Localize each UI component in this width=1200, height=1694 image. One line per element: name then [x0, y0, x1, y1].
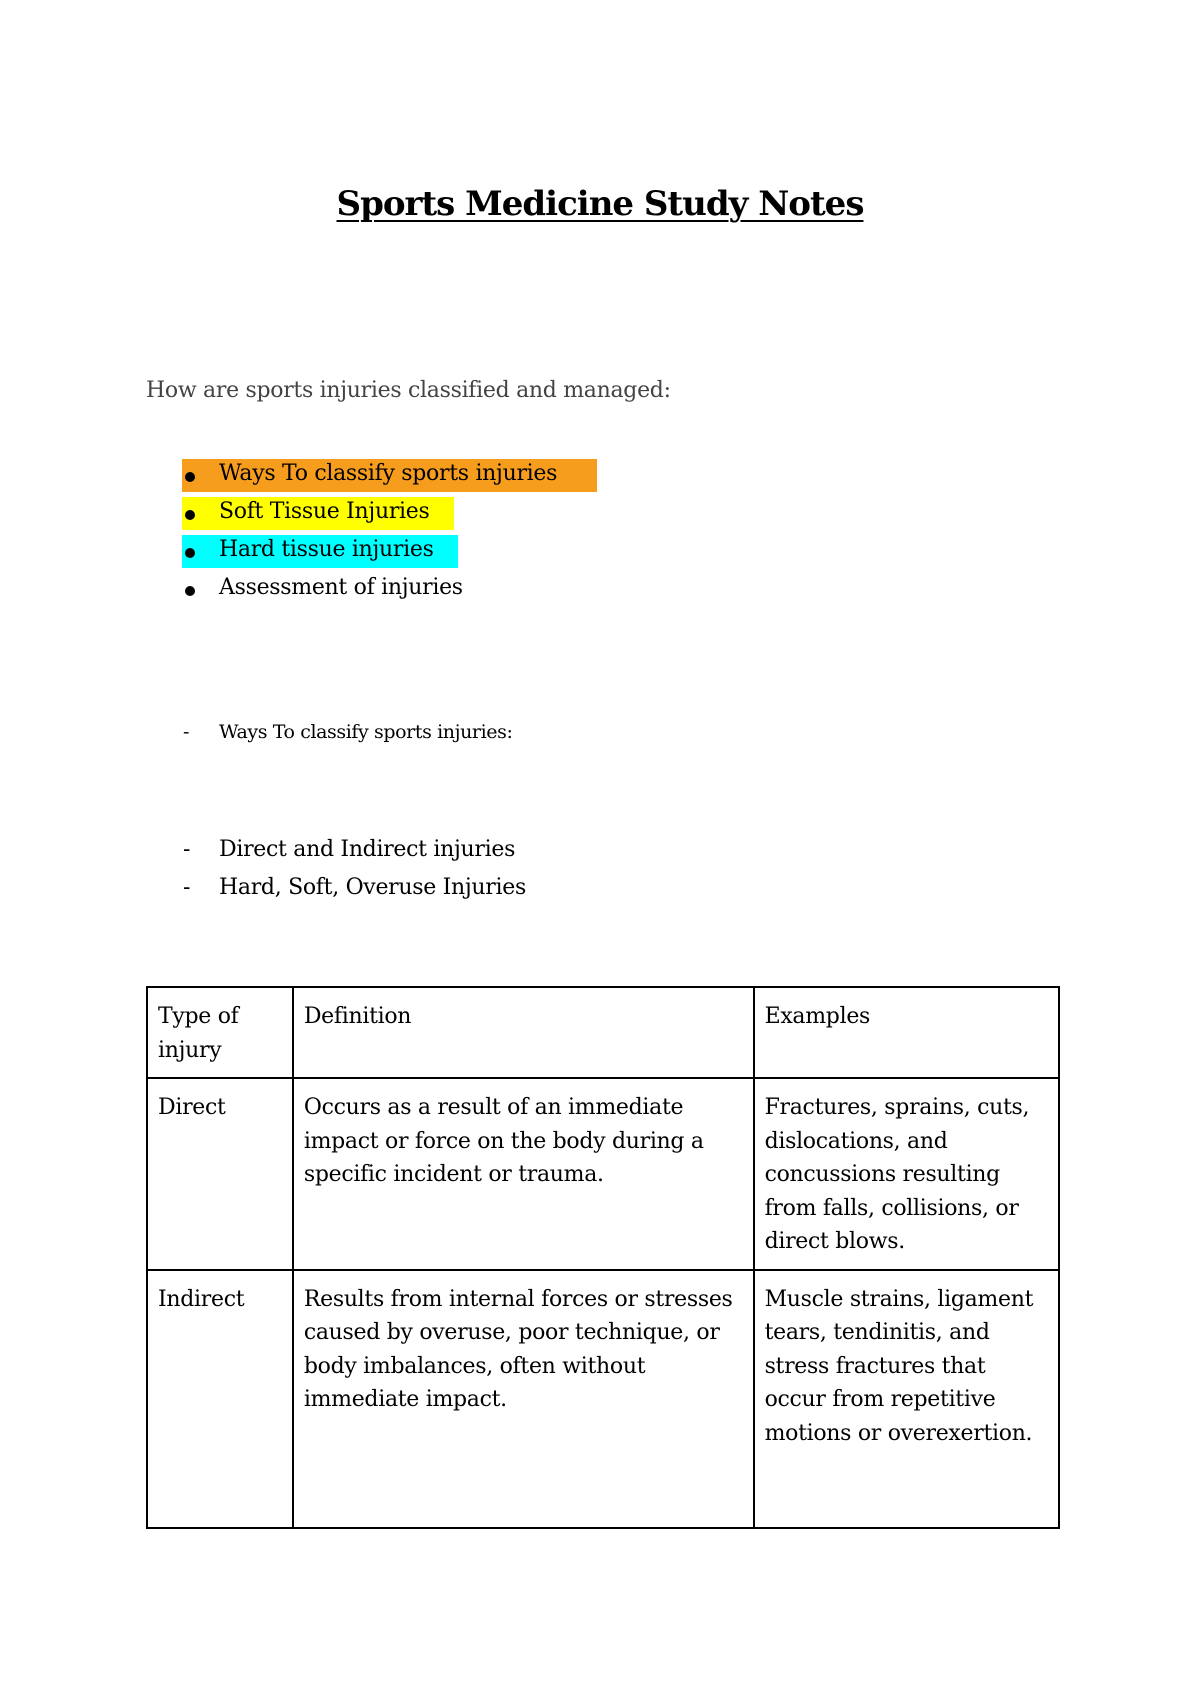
table-cell-definition: Occurs as a result of an immediate impact or force on the body during a specific incident or trauma.: [293, 1078, 754, 1270]
bullet-text: Hard tissue injuries: [219, 537, 434, 562]
intro-question: How are sports injuries classified and managed:: [146, 378, 671, 403]
table-cell-examples: Muscle strains, ligament tears, tendinitis, and stress fractures that occur from repetitive motions or overexertion.: [754, 1270, 1059, 1528]
table-row: [147, 1078, 1059, 1270]
table-cell-definition: Results from internal forces or stresses caused by overuse, poor technique, or body imbalances, often without immediate impact.: [293, 1270, 754, 1528]
bullet-dot-icon: [185, 510, 195, 520]
table-row: [147, 1270, 1059, 1528]
bullet-text: Assessment of injuries: [219, 575, 463, 600]
header-cell-type: Type of injury: [147, 987, 293, 1078]
table-cell-type: Direct: [147, 1078, 293, 1270]
dash-marker: -: [183, 721, 190, 743]
dash-marker: -: [183, 875, 191, 900]
dash-marker: -: [183, 837, 191, 862]
list-item-text: Direct and Indirect injuries: [219, 837, 516, 862]
header-cell-definition: Definition: [293, 987, 754, 1078]
subheading-text: Ways To classify sports injuries:: [219, 721, 513, 743]
header-cell-examples: Examples: [754, 987, 1059, 1078]
page-title: Sports Medicine Study Notes: [336, 184, 864, 224]
bullet-dot-icon: [185, 586, 195, 596]
bullet-dot-icon: [185, 472, 195, 482]
list-item-text: Hard, Soft, Overuse Injuries: [219, 875, 526, 900]
table-cell-type: Indirect: [147, 1270, 293, 1528]
bullet-text: Ways To classify sports injuries: [219, 461, 558, 486]
bullet-dot-icon: [185, 548, 195, 558]
table-cell-examples: Fractures, sprains, cuts, dislocations, and concussions resulting from falls, collisions, or direct blows.: [754, 1078, 1059, 1270]
bullet-text: Soft Tissue Injuries: [219, 499, 430, 524]
table-header-row: [147, 987, 1059, 1078]
injury-type-table: [146, 986, 1060, 1529]
